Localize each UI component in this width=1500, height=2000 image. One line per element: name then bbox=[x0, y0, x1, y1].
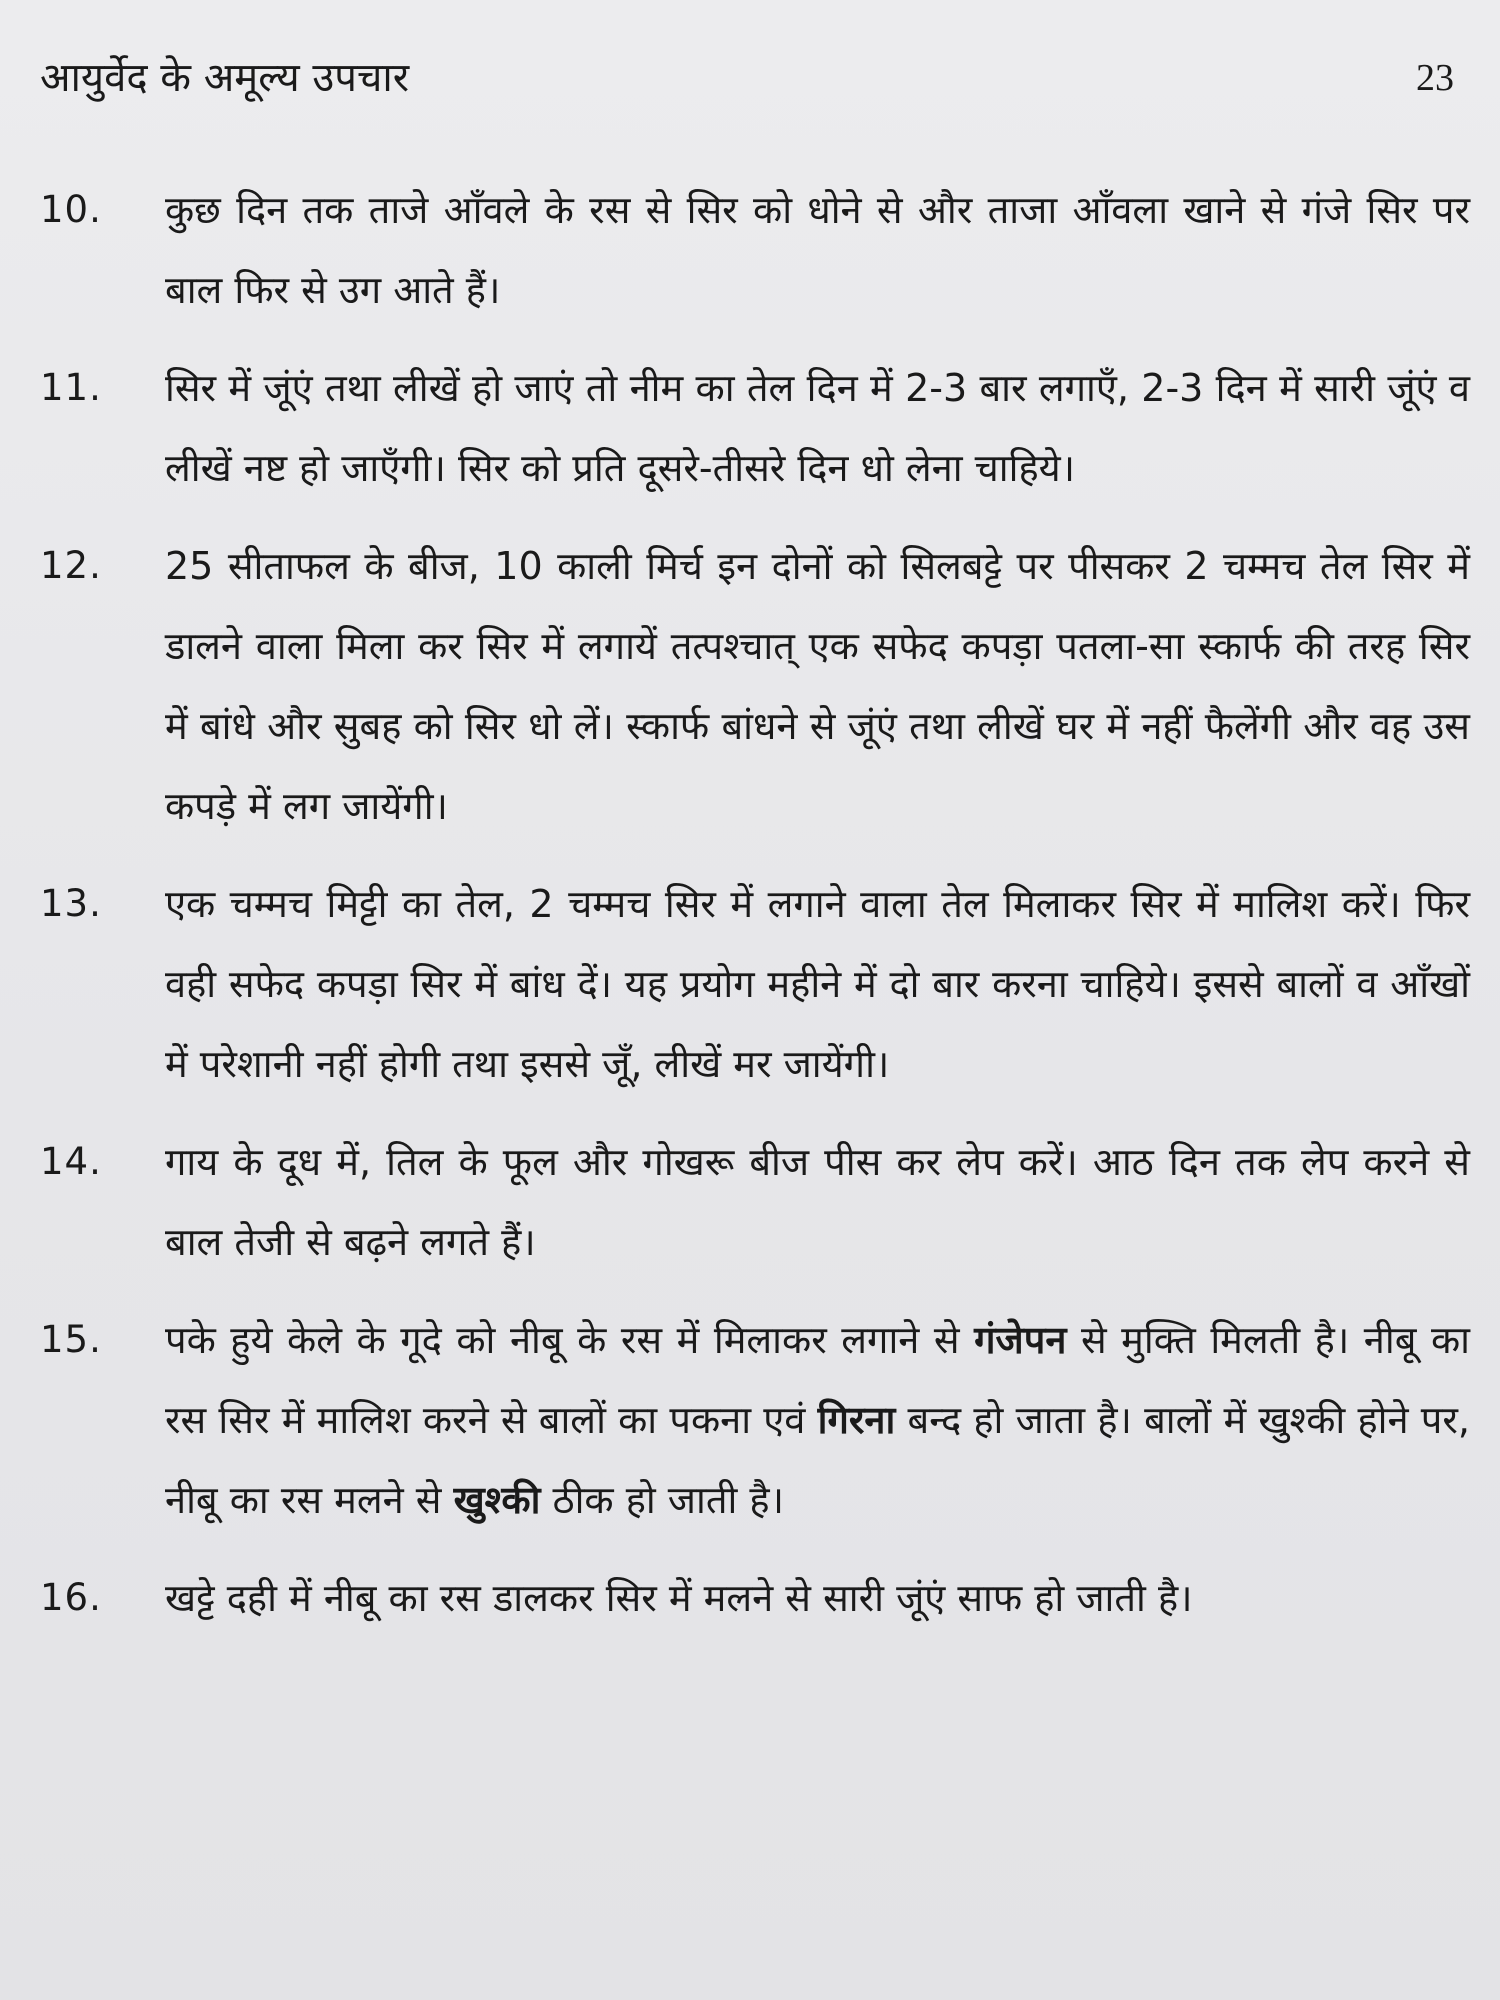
text-segment: सिर में जूंएं तथा लीखें हो जाएं तो नीम का तेल दिन में 2-3 बार लगाएँ, 2-3 दिन में सारी जूंएं व लीखें नष्ट हो जाएँगी। सिर को प्रति दूसरे-तीसरे दिन धो लेना चाहिये। bbox=[165, 366, 1470, 490]
text-segment: ठीक हो जाती है। bbox=[540, 1478, 784, 1522]
book-title: आयुर्वेद के अमूल्य उपचार bbox=[40, 55, 410, 101]
remedy-list bbox=[40, 170, 1470, 1656]
item-text bbox=[165, 1558, 1470, 1638]
item-text bbox=[165, 864, 1470, 1104]
bold-keyword: गिरना bbox=[817, 1398, 896, 1442]
text-segment: बन्द हो जाता है। बालों में खुश्की होने पर, नीबू का रस मलने से bbox=[165, 1398, 1470, 1522]
item-text bbox=[165, 526, 1470, 846]
text-segment: कुछ दिन तक ताजे आँवले के रस से सिर को धोने से और ताजा आँवला खाने से गंजे सिर पर बाल फिर से उग आते हैं। bbox=[165, 188, 1470, 312]
remedy-item bbox=[40, 1558, 1470, 1638]
running-header bbox=[40, 48, 1460, 118]
text-segment: से मुक्ति मिलती है। नीबू का रस सिर में मालिश करने से बालों का पकना एवं bbox=[165, 1318, 1470, 1442]
text-segment: एक चम्मच मिट्टी का तेल, 2 चम्मच सिर में लगाने वाला तेल मिलाकर सिर में मालिश करें। फिर वही सफेद कपड़ा सिर में बांध दें। यह प्रयोग महीने में दो बार करना चाहिये। इससे बालों व आँखों में परेशानी नहीं होगी तथा इससे जूँ, लीखें मर जायेंगी। bbox=[165, 882, 1470, 1086]
remedy-item bbox=[40, 1122, 1470, 1282]
bold-keyword: खुश्की bbox=[453, 1478, 541, 1522]
bold-keyword: गंजेपन bbox=[974, 1318, 1067, 1362]
remedy-item bbox=[40, 1300, 1470, 1540]
item-text bbox=[165, 1122, 1470, 1282]
remedy-item bbox=[40, 526, 1470, 846]
item-text bbox=[165, 1300, 1470, 1540]
text-segment: 25 सीताफल के बीज, 10 काली मिर्च इन दोनों को सिलबट्टे पर पीसकर 2 चम्मच तेल सिर में डालने वाला मिला कर सिर में लगायें तत्पश्चात् एक सफेद कपड़ा पतला-सा स्कार्फ की तरह सिर में बांधे और सुबह को सिर धो लें। स्कार्फ बांधने से जूंएं तथा लीखें घर में नहीं फैलेंगी और वह उस कपड़े में लग जायेंगी। bbox=[165, 544, 1470, 828]
item-number: 15. bbox=[40, 1318, 102, 1361]
page-number: 23 bbox=[1416, 57, 1454, 99]
item-text bbox=[165, 348, 1470, 508]
item-number: 14. bbox=[40, 1140, 102, 1183]
remedy-item bbox=[40, 348, 1470, 508]
remedy-item bbox=[40, 170, 1470, 330]
remedy-item bbox=[40, 864, 1470, 1104]
item-number: 13. bbox=[40, 882, 102, 925]
text-segment: खट्टे दही में नीबू का रस डालकर सिर में मलने से सारी जूंएं साफ हो जाती है। bbox=[165, 1576, 1193, 1620]
item-number: 12. bbox=[40, 544, 102, 587]
text-segment: पके हुये केले के गूदे को नीबू के रस में मिलाकर लगाने से bbox=[165, 1318, 975, 1362]
item-number: 11. bbox=[40, 366, 102, 409]
text-segment: गाय के दूध में, तिल के फूल और गोखरू बीज पीस कर लेप करें। आठ दिन तक लेप करने से बाल तेजी से बढ़ने लगते हैं। bbox=[165, 1140, 1470, 1264]
item-number: 10. bbox=[40, 188, 102, 231]
item-text bbox=[165, 170, 1470, 330]
item-number: 16. bbox=[40, 1576, 102, 1619]
